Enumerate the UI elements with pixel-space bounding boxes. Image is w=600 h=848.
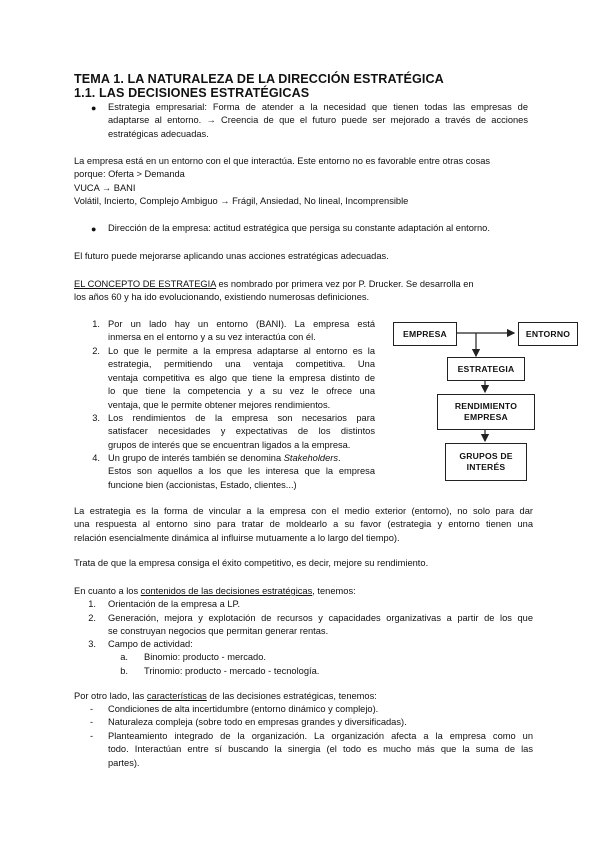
box-entorno: ENTORNO	[518, 322, 578, 346]
box-grupos-interes: GRUPOS DE INTERÉS	[445, 443, 527, 481]
future-paragraph: El futuro puede mejorarse aplicando unas acciones estratégicas adecuadas.	[74, 251, 389, 261]
bullet-management-attitude: Dirección de la empresa: actitud estratégica que persiga su constante adaptación al entorno.	[108, 223, 490, 233]
list-item: Un grupo de interés también se denomina Stakeholders. Estos son aquellos a los que les interesa que la empresa funcione bien (accionistas, Estado, clientes...)	[108, 453, 375, 490]
list-item: Planteamiento integrado de la organización. La organización afecta a la empresa como un todo. Interactúan entre sí buscando la sinergia (el todo es mucho más que la suma de las partes).	[108, 731, 533, 768]
bullet-dot-icon: ●	[91, 224, 97, 234]
features-intro: Por otro lado, las características de las decisiones estratégicas, tenemos:	[74, 691, 377, 701]
box-empresa: EMPRESA	[393, 322, 457, 346]
list-item: Lo que le permite a la empresa adaptarse al entorno es la estrategia, permitiendo una ventaja competitiva. Una ventaja competitiva es algo que tiene la empresa distinto de lo que tiene la competencia y a su vez le ofrece una ventaja, que le permite obtener mejores rendimientos.	[108, 346, 375, 410]
section-title: 1.1. LAS DECISIONES ESTRATÉGICAS	[74, 86, 310, 100]
contents-intro: En cuanto a los contenidos de las decisiones estratégicas, tenemos:	[74, 586, 356, 596]
contents-heading: contenidos de las decisiones estratégicas	[140, 586, 313, 596]
sub-list-item: Trinomio: producto - mercado - tecnología.	[144, 666, 320, 676]
strategy-concept-heading: EL CONCEPTO DE ESTRATEGIA	[74, 279, 216, 289]
list-item: Los rendimientos de la empresa son necesarios para satisfacer necesidades y expectativas de los distintos grupos de interés que se encuentran ligados a la empresa.	[108, 413, 375, 450]
bullet-dot-icon: ●	[91, 103, 97, 113]
list-item: Condiciones de alta incertidumbre (entorno dinámico y complejo).	[108, 704, 379, 714]
sub-list-item: Binomio: producto - mercado.	[144, 652, 266, 662]
bullet-strategy-definition: Estrategia empresarial: Forma de atender a la necesidad que tienen todas las empresas de adaptarse al entorno. → Creencia de que el futuro puede ser mejorado a través de acciones estratégicas adecuadas.	[108, 102, 528, 139]
chapter-title: TEMA 1. LA NATURALEZA DE LA DIRECCIÓN ESTRATÉGICA	[74, 72, 444, 86]
dash-bullet-icon: -	[90, 717, 94, 727]
competitive-success-paragraph: Trata de que la empresa consiga el éxito competitivo, es decir, mejore su rendimiento.	[74, 558, 429, 568]
environment-paragraph: La empresa está en un entorno con el que interactúa. Este entorno no es favorable entre otras cosas porque: Oferta > Demanda VUCA → BANI Volátil, Incierto, Complejo Ambiguo → Frágil, Ansiedad, No lineal, Incomprensible	[74, 156, 491, 207]
list-item: Orientación de la empresa a LP.	[108, 599, 241, 609]
list-item: Campo de actividad:	[108, 639, 193, 649]
box-estrategia: ESTRATEGIA	[447, 357, 525, 381]
list-item: Generación, mejora y explotación de recursos y capacidades organizativas a partir de los que se construyan negocios que permitan generar rentas.	[108, 613, 533, 637]
dash-bullet-icon: -	[90, 731, 94, 741]
strategy-concept-paragraph: EL CONCEPTO DE ESTRATEGIA es nombrado por primera vez por P. Drucker. Se desarrolla en los años 60 y ha ido evolucionando, existiendo numerosas definiciones.	[74, 279, 474, 303]
dash-bullet-icon: -	[90, 704, 94, 714]
strategy-link-paragraph: La estrategia es la forma de vincular a la empresa con el medio exterior (entorno), no solo para dar una respuesta al entorno sino para tratar de moldearlo a su favor (estrategia y entorno tienen una relación esencialmente dinámica al influirse mutuamente a lo largo del tiempo).	[74, 506, 533, 543]
features-heading: características	[146, 691, 207, 701]
list-item: Naturaleza compleja (sobre todo en empresas grandes y diversificadas).	[108, 717, 407, 727]
list-item: Por un lado hay un entorno (BANI). La empresa está inmersa en el entorno y a su vez interactúa con él.	[108, 319, 375, 343]
box-rendimiento: RENDIMIENTO EMPRESA	[437, 394, 535, 430]
document-page: TEMA 1. LA NATURALEZA DE LA DIRECCIÓN ESTRATÉGICA 1.1. LAS DECISIONES ESTRATÉGICAS ● Estrategia empresarial: Forma de atender a la necesidad que tienen todas las empresas de adaptarse al entorno. → Creencia de que el futuro puede ser mejorado a través de acciones estratégicas adecuadas. La empresa está en un entorno con el que interactúa. Este entorno no es favorable entre otras cosas porque: Oferta > Demanda VUCA → BANI Volátil, Incierto, Complejo Ambiguo → Frágil, Ansiedad, No lineal, Incomprensible ● Dirección de la empresa: actitud estratégica que persiga su constante adaptación al entorno. El futuro puede mejorarse aplicando unas acciones estratégicas adecuadas. EL CONCEPTO DE ESTRATEGIA es nombrado por primera vez por P. Drucker. Se desarrolla en los años 60 y ha ido evolucionando, existiendo numerosas definiciones. 1. Por un lado hay un entorno (BANI). La empresa está inmersa en el entorno y a su vez interactúa con él. 2. Lo que le permite a la empresa adaptarse al entorno es la estrategia, permitiendo una ventaja competitiva. Una ventaja competitiva es algo que tiene la empresa distinto de lo que tiene la competencia y a su vez le ofrece una ventaja, que le permite obtener mejores rendimientos. 3. Los rendimientos de la empresa son necesarios para satisfacer necesidades y expectativas de los distintos grupos de interés que se encuentran ligados a la empresa. 4. Un grupo de interés también se denomina Stakeholders. Estos son aquellos a los que les interesa que la empresa funcione bien (accionistas, Estado, clientes...) EMPRESA ENTORNO ESTRATEGIA RENDIMIENTO EMPRESA GRUPOS DE INTERÉS La estrategia es la forma de vincular a la empresa con el medio exterior (entorno), no solo para dar una respuesta al entorno sino para tratar de moldearlo a su favor (estrategia y entorno tienen una relación esencialmente dinámica al influirse mutuamente a lo largo del tiempo). Trata de que la empresa consiga el éxito competitivo, es decir, mejore su rendimiento. En cuanto a los contenidos de las decisiones estratégicas, tenemos: 1. Orientación de la empresa a LP. 2. Generación, mejora y explotación de recursos y capacidades organizativas a partir de los que se construyan negocios que permitan generar rentas. 3. Campo de actividad: a. Binomio: producto - mercado. b. Trinomio: producto - mercado - tecnología. Por otro lado, las características de las decisiones estratégicas, tenemos: - Condiciones de alta incertidumbre (entorno dinámico y complejo). - Naturaleza compleja (sobre todo en empresas grandes y diversificadas). - Planteamiento integrado de la organización. La organización afecta a la empresa como un todo. Interactúan entre sí buscando la sinergia (el todo es mucho más que la suma de las partes).	[0, 0, 600, 848]
